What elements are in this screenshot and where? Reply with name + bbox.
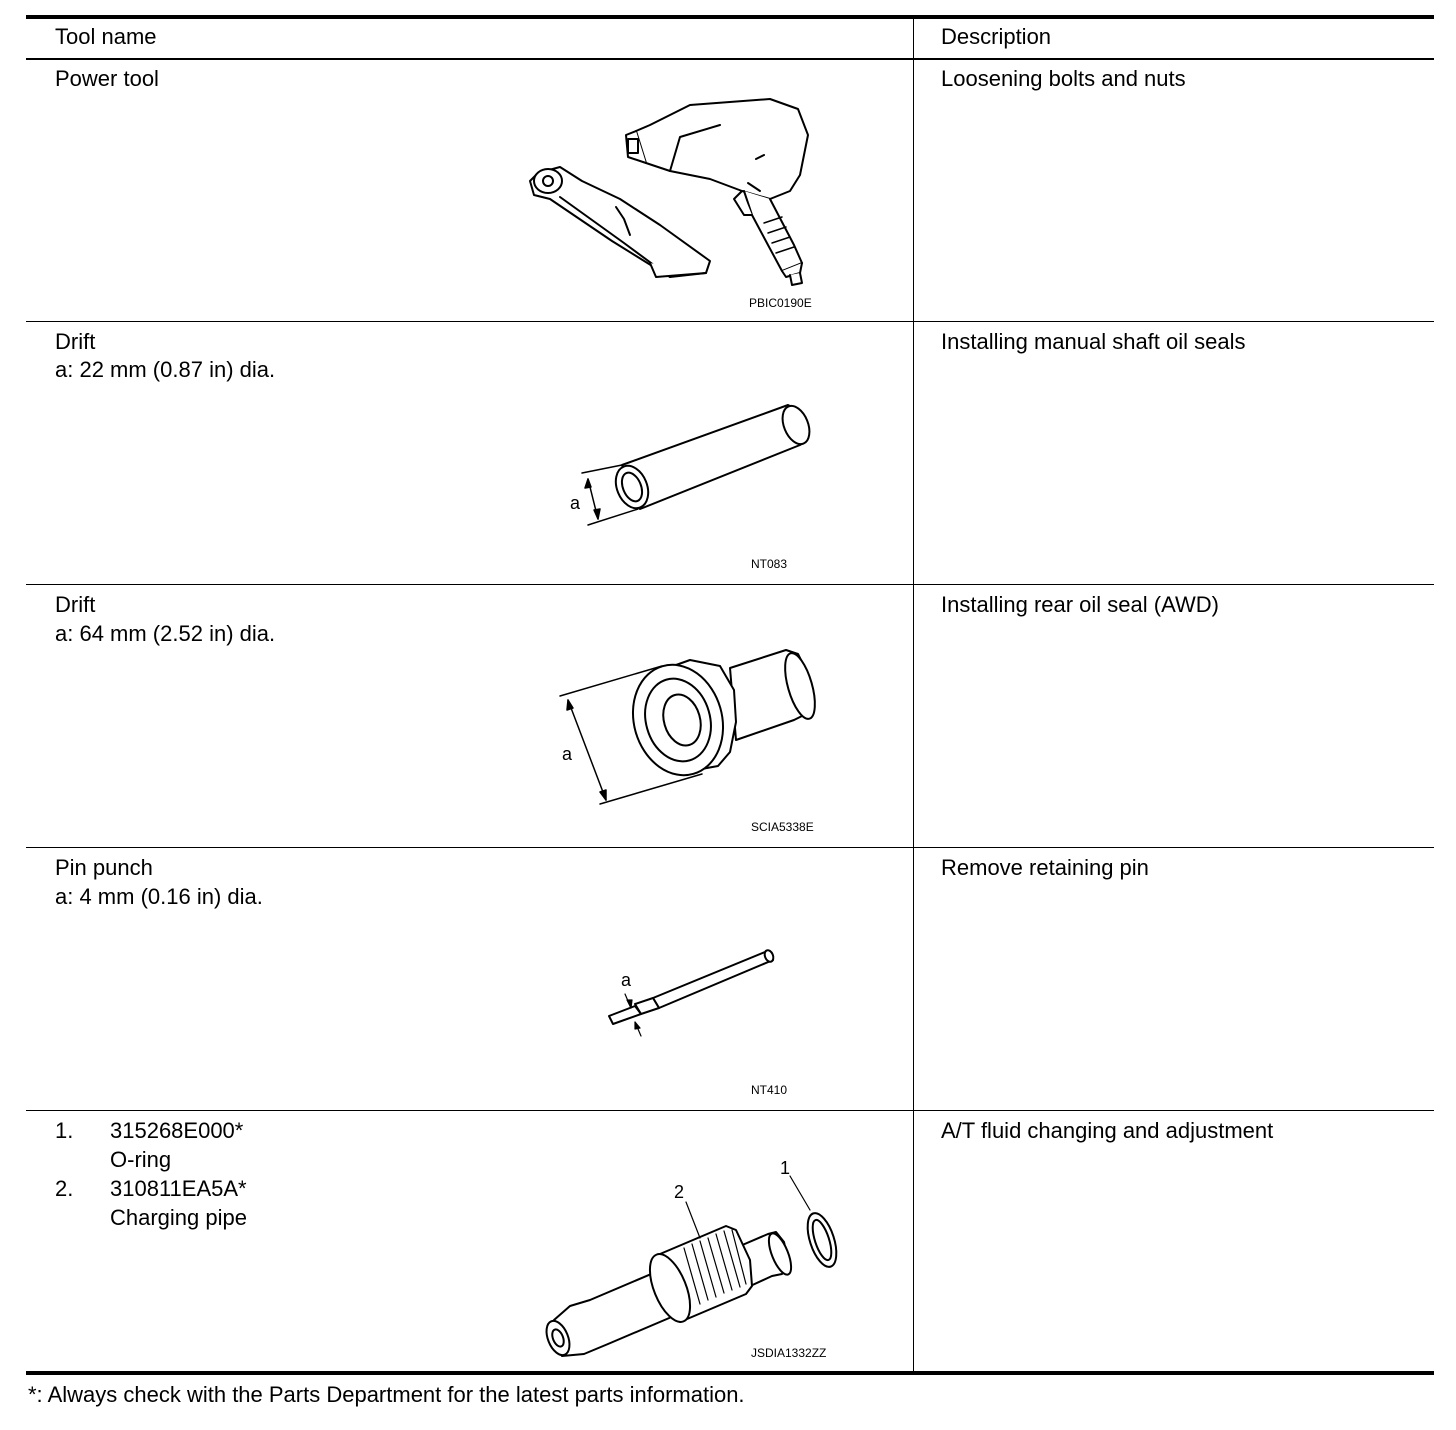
header-rule xyxy=(26,58,1434,60)
callout-1: 1 xyxy=(780,1158,791,1178)
part-number: 315268E000* xyxy=(110,1118,244,1143)
dimension-label: a xyxy=(621,970,632,990)
drift-stepped-icon xyxy=(550,640,830,815)
part-number: 310811EA5A* xyxy=(110,1176,247,1201)
figure-code: PBIC0190E xyxy=(749,296,812,310)
tool-name: Drift xyxy=(55,592,96,617)
pin-punch-icon xyxy=(595,940,785,1050)
tool-description: Remove retaining pin xyxy=(941,855,1149,880)
tool-description: Installing manual shaft oil seals xyxy=(941,329,1246,354)
figure-code: NT083 xyxy=(751,557,788,571)
tool-spec: a: 64 mm (2.52 in) dia. xyxy=(55,621,276,646)
header-description: Description xyxy=(941,24,1052,49)
tool-description: Installing rear oil seal (AWD) xyxy=(941,592,1219,617)
tool-description: A/T fluid changing and adjustment xyxy=(941,1118,1274,1143)
callout-2: 2 xyxy=(674,1182,685,1202)
table-top-rule xyxy=(26,15,1434,19)
row-divider xyxy=(26,1110,1434,1111)
column-divider xyxy=(913,15,914,1375)
figure-code: JSDIA1332ZZ xyxy=(751,1346,827,1360)
drift-tube-icon xyxy=(560,395,830,545)
part-description: O-ring xyxy=(110,1147,172,1172)
dimension-label: a xyxy=(570,493,581,513)
row-divider xyxy=(26,321,1434,322)
part-description: Charging pipe xyxy=(110,1205,247,1230)
tool-name: Pin punch xyxy=(55,855,153,880)
tool-description: Loosening bolts and nuts xyxy=(941,66,1186,91)
figure-code: NT410 xyxy=(751,1083,788,1097)
header-tool-name: Tool name xyxy=(55,24,157,49)
item-number: 2. xyxy=(55,1176,74,1201)
tool-spec: a: 4 mm (0.16 in) dia. xyxy=(55,884,263,909)
tool-name: Drift xyxy=(55,329,96,354)
dimension-label: a xyxy=(562,744,573,764)
row-divider xyxy=(26,584,1434,585)
figure-code: SCIA5338E xyxy=(751,820,814,834)
row-divider xyxy=(26,847,1434,848)
table-bottom-rule xyxy=(26,1371,1434,1375)
footnote: *: Always check with the Parts Department for the latest parts information. xyxy=(28,1382,745,1407)
tool-name: Power tool xyxy=(55,66,159,91)
power-tool-icon xyxy=(520,95,840,295)
item-number: 1. xyxy=(55,1118,74,1143)
charging-pipe-icon xyxy=(540,1150,850,1365)
tool-spec: a: 22 mm (0.87 in) dia. xyxy=(55,357,276,382)
